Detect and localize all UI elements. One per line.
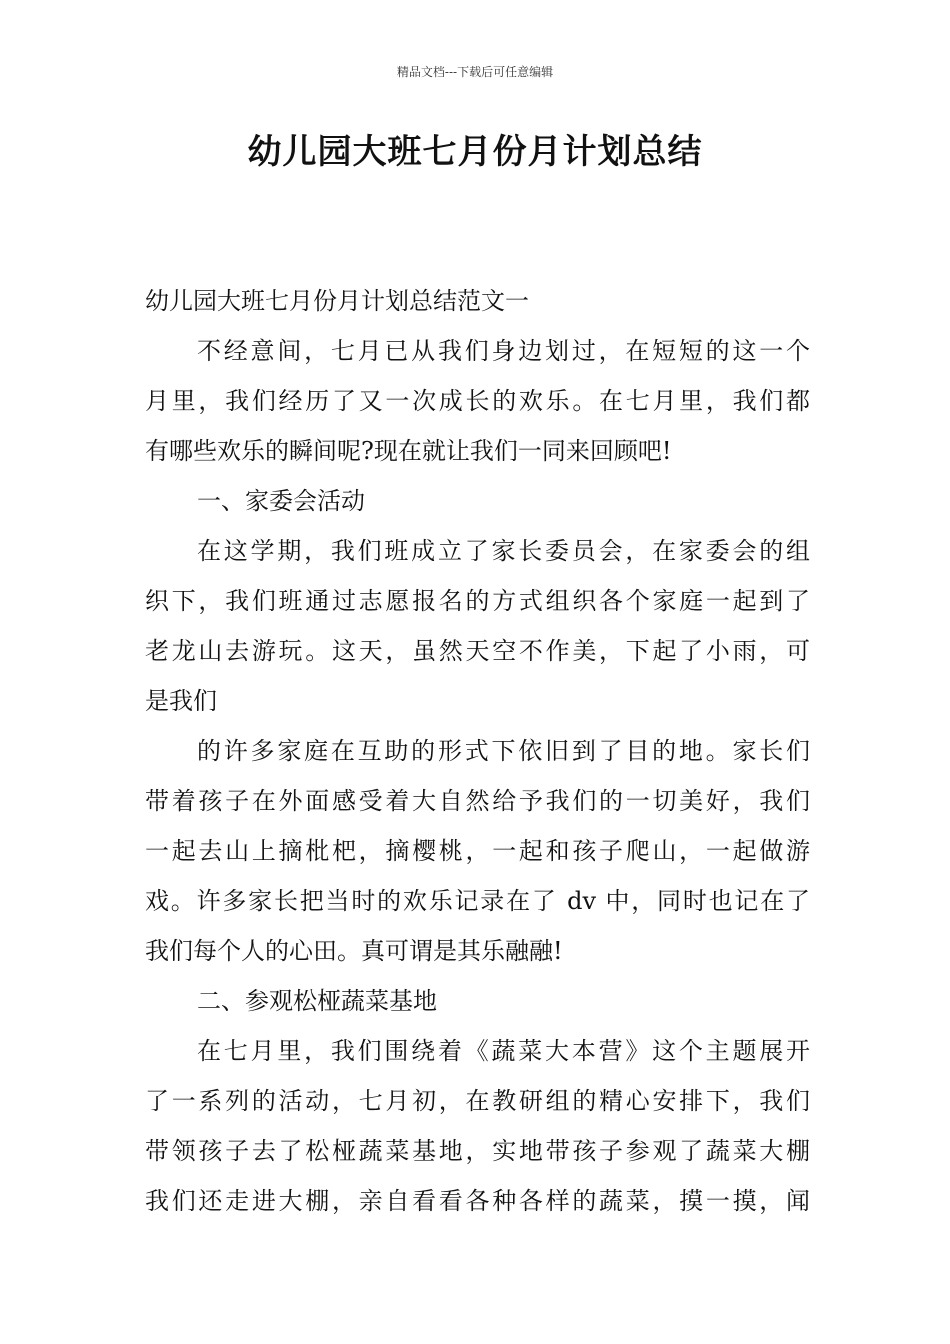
text-line: 带领孩子去了松桠蔬菜基地，实地带孩子参观了蔬菜大棚 [145, 1137, 810, 1165]
text-line: 有哪些欢乐的瞬间呢?现在就让我们一同来回顾吧! [145, 437, 672, 465]
text-line: 的许多家庭在互助的形式下依旧到了目的地。家长们 [197, 737, 810, 765]
text-line: 不经意间，七月已从我们身边划过，在短短的这一个 [197, 337, 810, 365]
text-line: 一起去山上摘枇杷，摘樱桃，一起和孩子爬山，一起做游 [145, 837, 810, 865]
text-line: 在七月里，我们围绕着《蔬菜大本营》这个主题展开 [197, 1037, 810, 1065]
text-line: 织下，我们班通过志愿报名的方式组织各个家庭一起到了 [145, 587, 810, 615]
text-line: 带着孩子在外面感受着大自然给予我们的一切美好，我们 [145, 787, 810, 815]
text-line: 一、家委会活动 [197, 487, 365, 515]
text-line: 月里，我们经历了又一次成长的欢乐。在七月里，我们都 [145, 387, 810, 415]
text-line: 老龙山去游玩。这天，虽然天空不作美，下起了小雨，可 [145, 637, 810, 665]
text-line: 在这学期，我们班成立了家长委员会，在家委会的组 [197, 537, 810, 565]
text-line: 戏。许多家长把当时的欢乐记录在了 dv 中，同时也记在了 [145, 887, 810, 915]
text-line: 了一系列的活动，七月初，在教研组的精心安排下，我们 [145, 1087, 810, 1115]
document-title: 幼儿园大班七月份月计划总结 [247, 132, 703, 172]
text-line: 我们还走进大棚，亲自看看各种各样的蔬菜，摸一摸，闻 [145, 1187, 810, 1215]
text-line: 是我们 [145, 687, 217, 715]
page-header: 精品文档---下载后可任意编辑 [396, 65, 554, 79]
text-line: 二、参观松桠蔬菜基地 [197, 987, 437, 1015]
text-line: 幼儿园大班七月份月计划总结范文一 [145, 287, 529, 315]
document-body [145, 276, 810, 1226]
text-line: 我们每个人的心田。真可谓是其乐融融! [145, 937, 563, 965]
